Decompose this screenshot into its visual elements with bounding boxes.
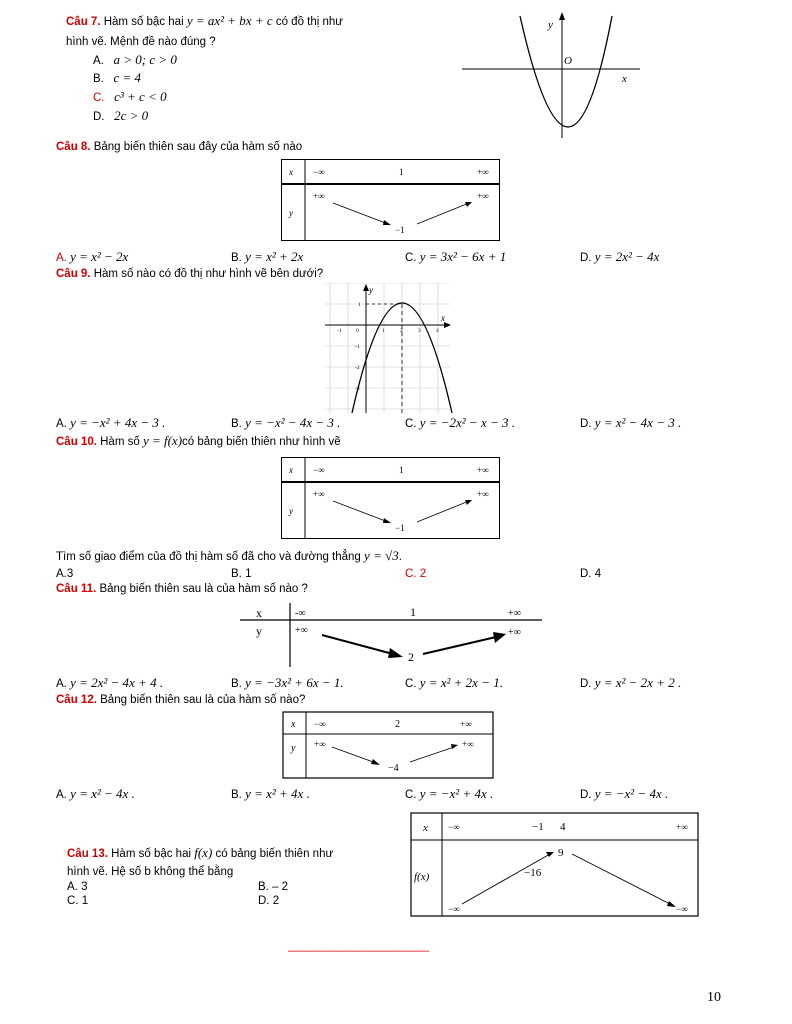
q10-x-pos-inf: +∞ (477, 465, 489, 475)
q7-option-a-text: a > 0; c > 0 (113, 52, 177, 67)
q10-option-a[interactable] (56, 568, 73, 580)
q7-option-b-letter: B. (93, 73, 104, 85)
q13-stem-b: có bảng biến thiên như (215, 848, 334, 860)
q10-x-one: 1 (399, 465, 404, 475)
q13-x-four: 4 (560, 821, 566, 833)
q13-option-a[interactable] (67, 881, 87, 893)
q9-option-c-letter: C. (405, 418, 417, 430)
q9-stem (56, 268, 323, 280)
q11-y-head: y (256, 624, 262, 638)
q9-option-c-text: y = −2x² − x − 3 . (419, 415, 516, 430)
q13-stem-a: Hàm số bậc hai (111, 848, 192, 860)
q11-arrow-up (423, 637, 496, 654)
q11-option-a-text: y = 2x² − 4x + 4 . (70, 675, 164, 690)
q8-y-head: y (289, 208, 293, 218)
q11-option-b[interactable] (231, 675, 344, 691)
q13-option-d[interactable] (258, 895, 279, 907)
q8-y-min: −1 (395, 225, 405, 235)
q13-option-c[interactable] (67, 895, 88, 907)
q10-stem-b: có bảng biến thiên như hình vẽ (182, 436, 341, 448)
q11-x-pos-inf: +∞ (508, 608, 521, 619)
q10-option-d[interactable] (580, 568, 601, 580)
q10-option-c[interactable] (405, 568, 426, 580)
q12-variation-table (282, 711, 497, 781)
q11-y-start: +∞ (295, 625, 308, 636)
q10-y-head: y (289, 506, 293, 516)
q9-option-d-text: y = x² − 4x − 3 . (594, 415, 682, 430)
page-number: 10 (707, 990, 721, 1005)
q10-arrow-up (417, 501, 469, 522)
q10-question-text: Tìm số giao điểm của đồ thị hàm số đã cho và đường thẳng (56, 551, 361, 563)
q13-label: Câu 13. (67, 848, 108, 860)
q9-option-a-letter: A. (56, 418, 67, 430)
q7-option-d-letter: D. (93, 111, 105, 123)
q13-option-b-letter: B. (258, 881, 269, 893)
q8-option-c-text: y = 3x² − 6x + 1 (419, 249, 507, 264)
q12-stem-text: Bảng biến thiên sau là của hàm số nào? (100, 694, 306, 706)
q7-option-a[interactable] (93, 52, 177, 68)
q10-arrow-down (333, 501, 388, 522)
q10-question (56, 548, 402, 564)
q13-option-d-letter: D. (258, 895, 270, 907)
q11-stem-text: Bảng biến thiên sau là của hàm số nào ? (99, 583, 308, 595)
q9-y-tick-1: 1 (358, 302, 361, 308)
q12-option-a-text: y = x² − 4x . (70, 786, 135, 801)
q7-option-a-letter: A. (93, 55, 104, 67)
q13-option-b[interactable] (258, 881, 288, 893)
q12-option-c-letter: C. (405, 789, 417, 801)
q8-variation-table (281, 159, 501, 242)
q10-stem-a: Hàm số (100, 436, 140, 448)
q11-option-c-text: y = x² + 2x − 1. (419, 675, 503, 690)
q9-y-label: y (369, 285, 373, 295)
q9-label: Câu 9. (56, 268, 91, 280)
q13-option-d-text: 2 (272, 895, 280, 907)
q9-option-b-letter: B. (231, 418, 242, 430)
q10-x-neg-inf: −∞ (313, 465, 325, 475)
q12-option-d-letter: D. (580, 789, 592, 801)
q11-y-end: +∞ (508, 627, 521, 638)
q10-formula: y = f(x) (142, 433, 183, 448)
q7-stem-line2: hình vẽ. Mệnh đề nào đúng ? (66, 36, 216, 48)
q11-option-c-letter: C. (405, 678, 417, 690)
q12-y-end: +∞ (462, 739, 474, 749)
q8-x-pos-inf: +∞ (477, 167, 489, 177)
q10-option-c-text: 2 (419, 568, 427, 580)
q13-option-b-text: – 2 (272, 881, 289, 893)
q9-x-tick-2: 2 (400, 328, 403, 334)
q8-option-c[interactable] (405, 249, 506, 265)
q9-option-a[interactable] (56, 415, 165, 431)
q10-option-b-text: 1 (245, 568, 252, 580)
q12-label: Câu 12. (56, 694, 97, 706)
q12-option-a-letter: A. (56, 789, 67, 801)
q9-x-tick-neg1: -1 (337, 328, 342, 334)
q12-option-d-text: y = −x² − 4x . (594, 786, 669, 801)
q9-option-b-text: y = −x² − 4x − 3 . (245, 415, 341, 430)
q13-y-at-neg1: −16 (524, 867, 542, 879)
q11-label: Câu 11. (56, 583, 97, 595)
q12-option-c[interactable] (405, 786, 493, 802)
q10-y-min: −1 (395, 523, 405, 533)
q7-stem-b: có đồ thị như (275, 16, 343, 28)
q12-option-b-letter: B. (231, 789, 242, 801)
q7-parabola-curve (520, 16, 612, 127)
q9-y-tick-neg1: -1 (355, 344, 360, 350)
q9-y-tick-neg2: -2 (355, 365, 360, 371)
q10-x-head: x (289, 465, 293, 475)
q8-option-d-text: y = 2x² − 4x (594, 249, 660, 264)
q11-x-one: 1 (410, 605, 416, 619)
q12-x-neg-inf: −∞ (314, 719, 326, 729)
q13-stem-line2: hình vẽ. Hệ số b không thể bằng (67, 866, 234, 878)
q7-option-d[interactable] (93, 108, 148, 124)
q13-y-end: −∞ (676, 904, 688, 914)
q8-option-d[interactable] (580, 249, 659, 265)
q12-arrow-up (410, 747, 454, 762)
q11-option-b-letter: B. (231, 678, 242, 690)
q10-variation-table (281, 457, 501, 540)
q8-x-one: 1 (399, 167, 404, 177)
q8-option-c-letter: C. (405, 252, 417, 264)
q10-option-d-letter: D. (580, 568, 592, 580)
q11-option-d[interactable] (580, 675, 681, 691)
q10-option-b-letter: B. (231, 568, 242, 580)
q12-y-head: y (291, 743, 296, 754)
q12-arrow-down (332, 747, 376, 763)
q8-option-a-letter: A. (56, 252, 67, 264)
q10-y-end: +∞ (477, 489, 489, 499)
q13-option-c-letter: C. (67, 895, 79, 907)
q8-option-a[interactable] (56, 249, 128, 265)
q13-formula: f(x) (194, 845, 213, 860)
q10-y-start: +∞ (313, 489, 325, 499)
q8-option-d-letter: D. (580, 252, 592, 264)
q7-parabola-graph (460, 8, 645, 140)
q9-parabola-graph (325, 283, 455, 413)
q7-label: Câu 7. (66, 16, 101, 28)
q9-x-tick-4: 4 (436, 328, 439, 334)
q8-arrow-down (333, 203, 388, 224)
q11-option-c[interactable] (405, 675, 503, 691)
q9-option-c[interactable] (405, 415, 515, 431)
q9-x-tick-1: 1 (382, 328, 385, 334)
q8-x-head: x (289, 167, 293, 177)
q8-y-end: +∞ (477, 191, 489, 201)
q11-y-min: 2 (408, 650, 414, 664)
q13-y-start: −∞ (448, 904, 460, 914)
q8-stem-text: Bảng biến thiên sau đây của hàm số nào (93, 141, 303, 153)
q11-x-head: x (256, 606, 262, 620)
q7-option-c-letter: C. (93, 92, 105, 104)
q7-origin-label: O (564, 55, 572, 67)
q12-stem (56, 694, 305, 706)
q12-y-start: +∞ (314, 739, 326, 749)
q13-y-max: 9 (558, 847, 564, 859)
q12-x-head: x (291, 719, 296, 730)
q13-option-c-text: 1 (81, 895, 89, 907)
q9-grid (325, 283, 450, 413)
q10-option-b[interactable] (231, 568, 251, 580)
q10-question-end: . (398, 551, 402, 563)
q13-variation-table (410, 812, 700, 918)
q7-option-d-text: 2c > 0 (114, 108, 149, 123)
q10-stem (56, 433, 341, 449)
q11-x-neg-inf: -∞ (295, 608, 306, 619)
q8-option-a-text: y = x² − 2x (70, 249, 129, 264)
q9-y-tick-neg3: -3 (355, 386, 360, 392)
q13-fx-head: f(x) (414, 871, 430, 883)
end-separator: —————————————— (288, 945, 428, 957)
q8-x-neg-inf: −∞ (313, 167, 325, 177)
q13-x-head: x (423, 822, 428, 834)
q8-arrow-up (417, 203, 469, 224)
q7-stem-a: Hàm số bậc hai (103, 16, 184, 28)
q8-option-b-text: y = x² + 2x (245, 249, 304, 264)
q13-x-neg1: −1 (532, 821, 544, 833)
q11-option-d-text: y = x² − 2x + 2 . (594, 675, 682, 690)
q13-arrow-up (462, 854, 550, 904)
q8-label: Câu 8. (56, 141, 91, 153)
q10-question-formula: y = √3 (364, 548, 399, 563)
q10-option-a-letter: A. (56, 568, 67, 580)
q9-x-label: x (441, 313, 445, 323)
q7-y-label: y (548, 19, 553, 31)
q11-stem (56, 583, 308, 595)
q9-x-tick-3: 3 (418, 328, 421, 334)
q12-option-d[interactable] (580, 786, 668, 802)
q7-stem-line1 (66, 13, 343, 29)
q12-option-c-text: y = −x² + 4x . (419, 786, 494, 801)
q11-option-d-letter: D. (580, 678, 592, 690)
q7-option-c-text: c³ + c < 0 (114, 89, 167, 104)
q12-y-min: −4 (388, 763, 399, 774)
q13-option-a-letter: A. (67, 881, 78, 893)
q13-x-pos-inf: +∞ (676, 822, 688, 832)
q10-option-a-text: 3 (66, 568, 74, 580)
q10-option-c-letter: C. (405, 568, 417, 580)
q13-arrow-down (572, 854, 672, 905)
q9-option-d[interactable] (580, 415, 681, 431)
q12-option-b[interactable] (231, 786, 310, 802)
q11-option-a[interactable] (56, 675, 163, 691)
q11-variation-table (238, 603, 544, 667)
q9-x-tick-0: 0 (356, 328, 359, 334)
q11-arrow-down (322, 635, 393, 654)
q12-option-a[interactable] (56, 786, 135, 802)
q8-option-b-letter: B. (231, 252, 242, 264)
q7-y-arrow (559, 12, 565, 20)
q7-option-b-text: c = 4 (113, 70, 142, 85)
q12-x-pos-inf: +∞ (460, 719, 472, 729)
q12-option-b-text: y = x² + 4x . (245, 786, 310, 801)
q8-y-start: +∞ (313, 191, 325, 201)
q10-option-d-text: 4 (594, 568, 602, 580)
q7-x-label: x (622, 73, 627, 85)
q11-option-b-text: y = −3x² + 6x − 1. (245, 675, 344, 690)
q13-option-a-text: 3 (81, 881, 88, 893)
q7-formula: y = ax² + bx + c (186, 13, 273, 28)
q8-option-b[interactable] (231, 249, 303, 265)
q9-option-a-text: y = −x² + 4x − 3 . (70, 415, 166, 430)
q7-option-b[interactable] (93, 70, 141, 86)
q7-option-c[interactable] (93, 89, 167, 105)
q9-option-b[interactable] (231, 415, 340, 431)
q13-x-neg-inf: −∞ (448, 822, 460, 832)
q9-option-d-letter: D. (580, 418, 592, 430)
q9-stem-text: Hàm số nào có đồ thị như hình vẽ bên dưới? (93, 268, 324, 280)
q13-stem-line1 (67, 845, 333, 861)
q8-stem (56, 141, 302, 153)
q10-label: Câu 10. (56, 436, 97, 448)
q11-option-a-letter: A. (56, 678, 67, 690)
q12-x-two: 2 (395, 719, 400, 730)
